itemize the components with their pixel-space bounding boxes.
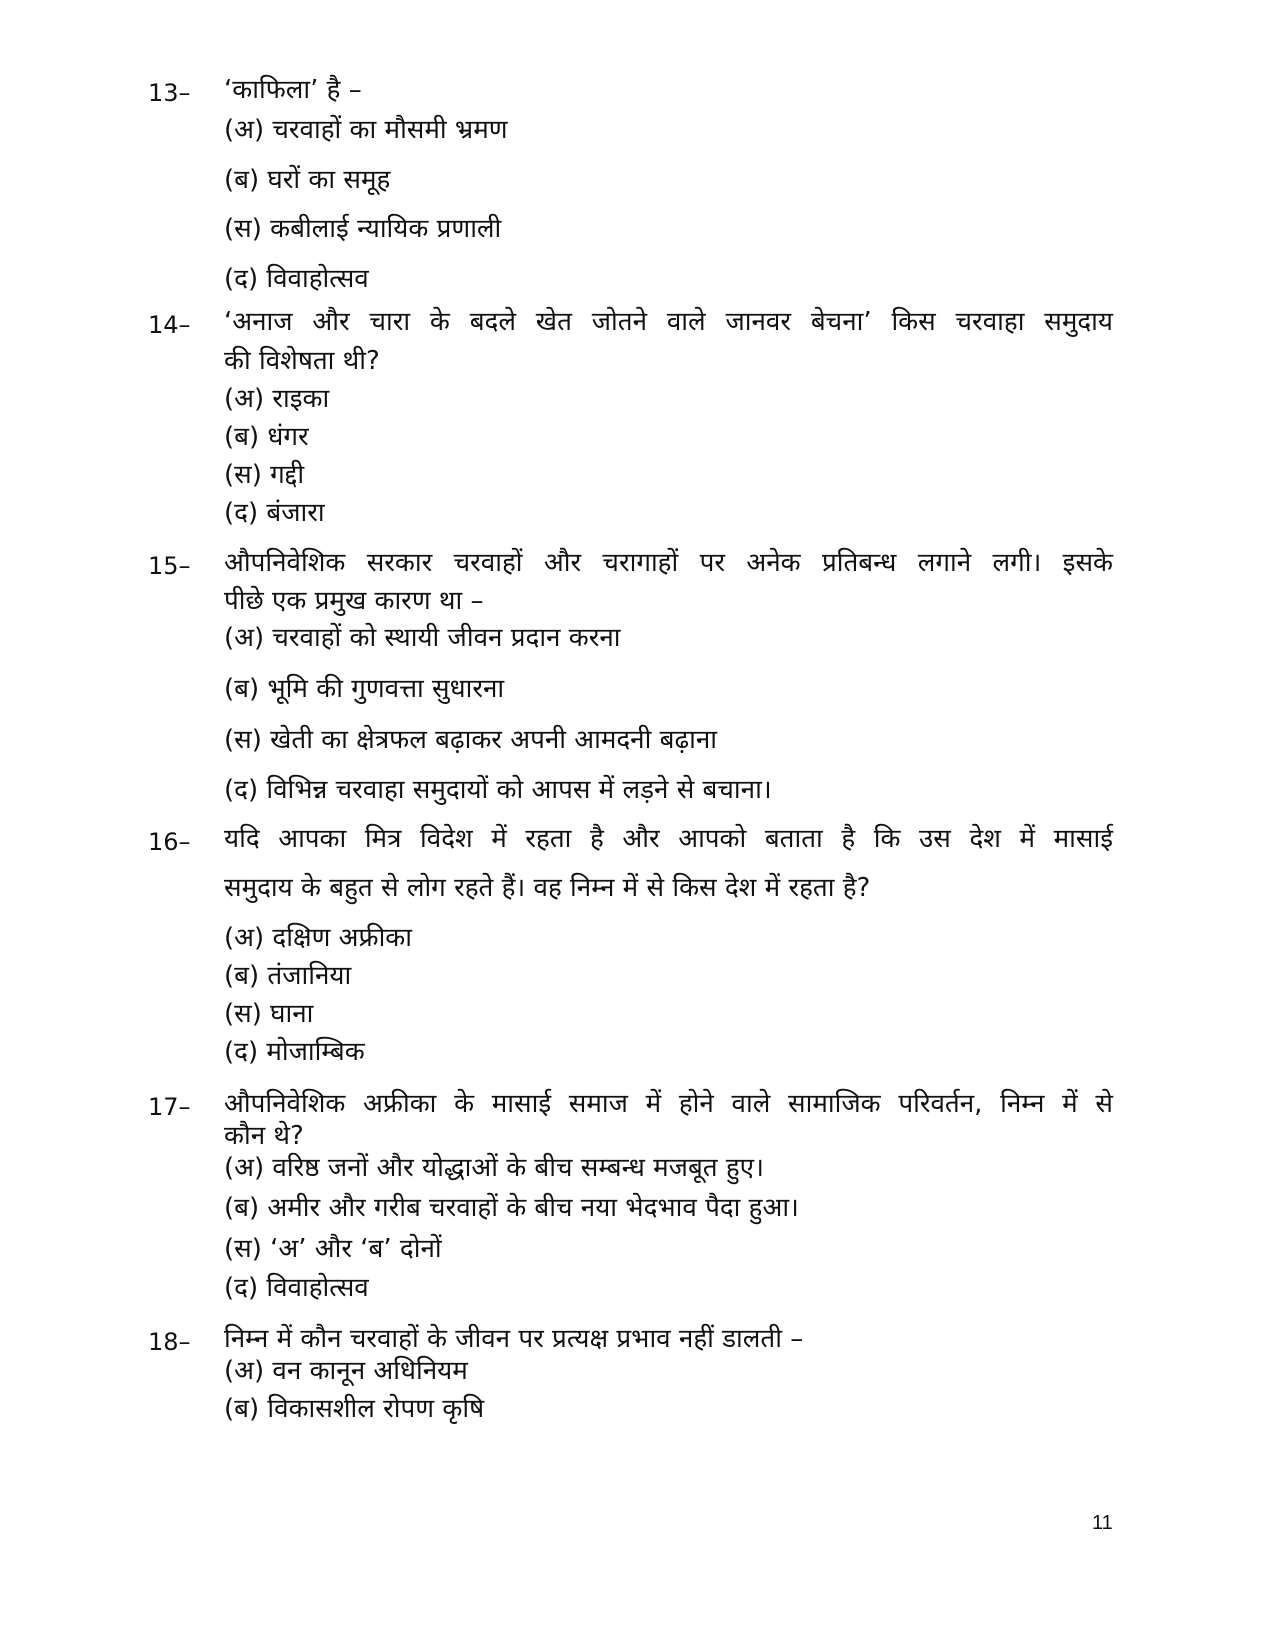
option: (द) बंजारा (224, 498, 325, 528)
option: (अ) दक्षिण अफ्रीका (224, 923, 413, 953)
option: (ब) तंजानिया (224, 961, 352, 991)
option: (स) कबीलाई न्यायिक प्रणाली (224, 214, 502, 244)
option: (ब) अमीर और गरीब चरवाहों के बीच नया भेदभाव पैदा हुआ। (224, 1193, 799, 1223)
option: (अ) राइका (224, 384, 330, 414)
page-number: 11 (1092, 1512, 1113, 1534)
option: (द) विवाहोत्सव (224, 264, 369, 294)
option: (द) विवाहोत्सव (224, 1273, 369, 1303)
option: (अ) चरवाहों का मौसमी भ्रमण (224, 115, 508, 145)
question-number: 17– (148, 1093, 191, 1121)
question-text: ‘काफिला’ है – (224, 75, 362, 105)
option: (स) गद्दी (224, 460, 305, 490)
option: (स) घाना (224, 999, 314, 1029)
option: (द) मोजाम्बिक (224, 1037, 365, 1067)
option: (ब) विकासशील रोपण कृषि (224, 1394, 485, 1424)
question-text: समुदाय के बहुत से लोग रहते हैं। वह निम्न में से किस देश में रहता है? (224, 873, 871, 903)
option: (ब) घरों का समूह (224, 165, 391, 195)
question-text: औपनिवेशिक अफ्रीका के मासाई समाज में होने वाले सामाजिक परिवर्तन, निम्न में से (224, 1089, 1113, 1119)
question-text: औपनिवेशिक सरकार चरवाहों और चरागाहों पर अनेक प्रतिबन्ध लगाने लगी। इसके (224, 548, 1113, 578)
question-number: 13– (148, 79, 191, 107)
option: (स) ‘अ’ और ‘ब’ दोनों (224, 1234, 442, 1264)
question-number: 14– (148, 311, 191, 339)
question-number: 16– (148, 828, 191, 856)
option: (अ) वन कानून अधिनियम (224, 1356, 468, 1386)
question-text: ‘अनाज और चारा के बदले खेत जोतने वाले जानवर बेचना’ किस चरवाहा समुदाय (224, 307, 1113, 337)
question-text: यदि आपका मित्र विदेश में रहता है और आपको बताता है कि उस देश में मासाई (224, 824, 1113, 854)
question-text: की विशेषता थी? (224, 346, 380, 376)
option: (द) विभिन्न चरवाहा समुदायों को आपस में लड़ने से बचाना। (224, 775, 772, 805)
question-text: कौन थे? (224, 1121, 304, 1151)
question-text: निम्न में कौन चरवाहों के जीवन पर प्रत्यक्ष प्रभाव नहीं डालती – (224, 1324, 804, 1354)
option: (अ) चरवाहों को स्थायी जीवन प्रदान करना (224, 623, 621, 653)
option: (ब) धंगर (224, 422, 309, 452)
question-number: 18– (148, 1328, 191, 1356)
option: (ब) भूमि की गुणवत्ता सुधारना (224, 674, 505, 704)
option: (अ) वरिष्ठ जनों और योद्धाओं के बीच सम्बन्ध मजबूत हुए। (224, 1153, 764, 1183)
question-number: 15– (148, 552, 191, 580)
option: (स) खेती का क्षेत्रफल बढ़ाकर अपनी आमदनी बढ़ाना (224, 725, 717, 755)
question-text: पीछे एक प्रमुख कारण था – (224, 586, 484, 616)
